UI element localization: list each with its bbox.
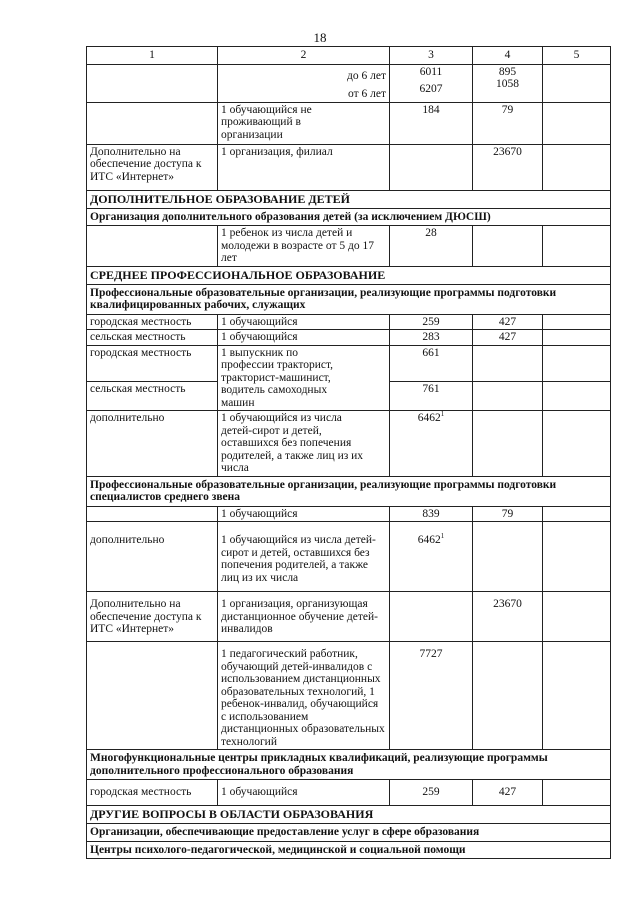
category-cell: дополнительно: [87, 522, 218, 592]
description-cell: 1 обучающийся из числа детей-сирот и детей, оставшихся без попечения родителей, а также лиц из их числа: [218, 411, 390, 477]
page-number: 18: [313, 30, 327, 45]
column-header-5: 5: [543, 47, 611, 65]
column-header-row: [87, 47, 611, 65]
table-row: [87, 330, 611, 346]
table-row: [87, 522, 611, 592]
description-cell: 1 выпускник по профессии тракторист, тракторист-машинист, водитель самоходных машин: [218, 345, 390, 411]
table-row: [87, 345, 611, 381]
category-cell: Дополнительно на обеспечение доступа к ИТС «Интернет»: [87, 592, 218, 642]
category-cell: дополнительно: [87, 411, 218, 477]
table-row: [87, 642, 611, 750]
table-row: [87, 411, 611, 477]
tariff-table: [86, 46, 611, 859]
table-row: [87, 506, 611, 522]
value-cell: 427: [473, 314, 543, 330]
subsection-heading: Профессиональные образовательные организации, реализующие программы подготовки специалистов среднего звена: [87, 476, 611, 506]
description-cell: 1 обучающийся: [218, 314, 390, 330]
section-heading: ДОПОЛНИТЕЛЬНОЕ ОБРАЗОВАНИЕ ДЕТЕЙ: [87, 190, 611, 208]
table-row: [87, 780, 611, 806]
value-cell: 7727: [390, 642, 473, 750]
category-cell: городская местность: [87, 345, 218, 381]
value-cell: 23670: [473, 144, 543, 190]
description-cell: 1 обучающийся из числа детей-сирот и детей, оставшихся без попечения родителей, а также лиц из их числа: [218, 522, 390, 592]
table-row: [87, 144, 611, 190]
value-cell: 427: [473, 780, 543, 806]
value-cell: 6462$^1$: [390, 522, 473, 592]
table-row: [87, 64, 611, 102]
value-cell: 6207: [419, 83, 443, 95]
value-cell: 6462$^1$: [390, 411, 473, 477]
value-cell: 259: [390, 780, 473, 806]
subsection-heading: Организации, обеспечивающие предоставление услуг в сфере образования: [87, 824, 611, 842]
table-row: [87, 102, 611, 144]
table-row: [87, 226, 611, 267]
subsection-heading: Многофункциональные центры прикладных квалификаций, реализующие программы дополнительного профессионального образования: [87, 750, 611, 780]
age-under-6: до 6 лет: [347, 69, 386, 82]
value-cell: 79: [473, 506, 543, 522]
value-cell: 839: [390, 506, 473, 522]
value-cell: 761: [390, 381, 473, 411]
description-cell: 1 ребенок из числа детей и молодежи в возрасте от 5 до 17 лет: [218, 226, 390, 267]
value-cell: 6011: [419, 65, 443, 78]
column-header-1: 1: [87, 47, 218, 65]
category-cell: городская местность: [87, 314, 218, 330]
column-header-3: 3: [390, 47, 473, 65]
value-cell: 79: [473, 102, 543, 144]
subsection-heading: Центры психолого-педагогической, медицинской и социальной помощи: [87, 841, 611, 859]
value-cell: 184: [390, 102, 473, 144]
value-cell: 28: [390, 226, 473, 267]
column-header-4: 4: [473, 47, 543, 65]
section-heading: СРЕДНЕЕ ПРОФЕССИОНАЛЬНОЕ ОБРАЗОВАНИЕ: [87, 266, 611, 284]
footnote-marker: 1: [440, 532, 445, 541]
table-row: [87, 314, 611, 330]
value-cell: 661: [390, 345, 473, 381]
description-cell: 1 обучающийся: [218, 780, 390, 806]
table-row: [87, 592, 611, 642]
description-cell: 1 педагогический работник, обучающий детей-инвалидов с использованием дистанционных образовательных технологий, 1 ребенок-инвалид, обучающийся с использованием дистанционных образовательных технологий: [218, 642, 390, 750]
subsection-heading: Организация дополнительного образования детей (за исключением ДЮСШ): [87, 208, 611, 226]
category-cell: сельская местность: [87, 330, 218, 346]
value-cell: 283: [390, 330, 473, 346]
value-cell: 895: [498, 65, 517, 78]
column-header-2: 2: [218, 47, 390, 65]
description-cell: 1 обучающийся не проживающий в организации: [218, 102, 390, 144]
description-cell: 1 обучающийся: [218, 330, 390, 346]
subsection-heading: Профессиональные образовательные организации, реализующие программы подготовки квалифицированных рабочих, служащих: [87, 284, 611, 314]
category-cell: сельская местность: [87, 381, 218, 411]
category-cell: городская местность: [87, 780, 218, 806]
value-cell: 23670: [473, 592, 543, 642]
footnote-marker: 1: [440, 410, 445, 419]
value-cell: 1058: [496, 78, 519, 90]
value-cell: 427: [473, 330, 543, 346]
description-cell: 1 обучающийся: [218, 506, 390, 522]
age-over-6: от 6 лет: [348, 88, 386, 100]
description-cell: 1 организация, филиал: [218, 144, 390, 190]
category-cell: Дополнительно на обеспечение доступа к ИТС «Интернет»: [87, 144, 218, 190]
value-cell: 259: [390, 314, 473, 330]
description-cell: 1 организация, организующая дистанционное обучение детей-инвалидов: [218, 592, 390, 642]
section-heading: ДРУГИЕ ВОПРОСЫ В ОБЛАСТИ ОБРАЗОВАНИЯ: [87, 806, 611, 824]
age-cell: [218, 64, 390, 102]
